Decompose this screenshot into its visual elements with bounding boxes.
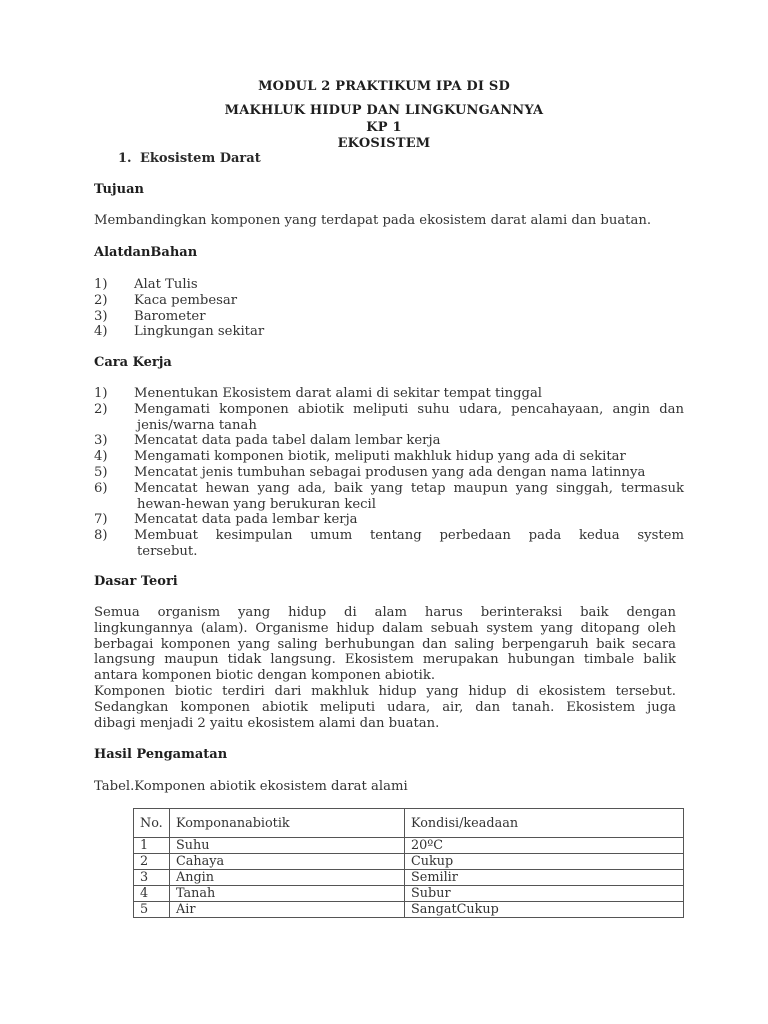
table-cell: 20ºC: [405, 838, 684, 854]
list-item: 2) Kaca pembesar: [94, 292, 238, 308]
module-title: MODUL 2 PRAKTIKUM IPA DI SD: [258, 79, 510, 94]
list-item-continuation: jenis/warna tanah: [137, 417, 257, 433]
table-row: [134, 854, 684, 870]
table-header-row: [134, 809, 684, 838]
kp-label: KP 1: [366, 120, 402, 135]
list-item: 3) Barometer: [94, 308, 206, 324]
table-cell: Cahaya: [170, 854, 405, 870]
table-cell: Suhu: [170, 838, 405, 854]
text-line: dibagi menjadi 2 yaitu ekosistem alami dan buatan.: [94, 715, 440, 731]
text-line: langsung maupun tidak langsung. Ekosistem merupakan hubungan timbale balik: [94, 652, 676, 668]
table-cell: Semilir: [405, 870, 684, 886]
column-header: Komponanabiotik: [170, 809, 405, 838]
text-line: berbagai komponen yang saling berhubungan dan saling berpengaruh baik secara: [94, 636, 676, 652]
teori-heading: Dasar Teori: [94, 574, 178, 589]
text-line: Semua organism yang hidup di alam harus berinteraksi baik dengan: [94, 605, 676, 620]
table-cell: Tanah: [170, 886, 405, 902]
list-item: 7) Mencatat data pada lembar kerja: [94, 512, 358, 528]
table-cell: 1: [134, 838, 170, 854]
table-row: [134, 838, 684, 854]
list-item: 8) Membuat kesimpulan umum tentang perbedaan pada kedua system: [94, 528, 684, 544]
table-caption: Tabel.Komponen abiotik ekosistem darat alami: [94, 779, 408, 794]
list-item: 1) Alat Tulis: [94, 277, 198, 292]
list-item: 4) Lingkungan sekitar: [94, 324, 265, 340]
list-item-continuation: tersebut.: [137, 543, 198, 559]
tujuan-heading: Tujuan: [94, 182, 144, 197]
table-row: [134, 870, 684, 886]
table-cell: Subur: [405, 886, 684, 902]
table-cell: 3: [134, 870, 170, 886]
list-item: 5) Mencatat jenis tumbuhan sebagai produsen yang ada dengan nama latinnya: [94, 464, 646, 480]
list-item-continuation: hewan-hewan yang berukuran kecil: [137, 496, 376, 512]
table-cell: 4: [134, 886, 170, 902]
text-line: antara komponen biotic dengan komponen abiotik.: [94, 668, 436, 684]
cara-list: [94, 386, 684, 560]
column-header: Kondisi/keadaan: [405, 809, 684, 838]
table-cell: Air: [170, 902, 405, 918]
column-header: No.: [134, 809, 170, 838]
text-line: Sedangkan komponen abiotik meliputi udara, air, dan tanah. Ekosistem juga: [94, 699, 676, 715]
list-item: 1) Menentukan Ekosistem darat alami di sekitar tempat tinggal: [94, 386, 543, 401]
abiotic-table: [133, 808, 684, 918]
hasil-heading: Hasil Pengamatan: [94, 747, 228, 762]
cara-heading: Cara Kerja: [94, 355, 172, 370]
module-subtitle: MAKHLUK HIDUP DAN LINGKUNGANNYA: [224, 103, 544, 118]
topic-title: EKOSISTEM: [337, 136, 431, 151]
table-cell: SangatCukup: [405, 902, 684, 918]
table-row: [134, 902, 684, 918]
table-cell: 5: [134, 902, 170, 918]
section-heading: [118, 151, 261, 166]
table-cell: Angin: [170, 870, 405, 886]
tujuan-text: Membandingkan komponen yang terdapat pada ekosistem darat alami dan buatan.: [94, 213, 652, 228]
alat-list: [94, 277, 684, 340]
list-item: 3) Mencatat data pada tabel dalam lembar kerja: [94, 433, 441, 449]
section-number: 1.: [118, 151, 132, 166]
list-item: 6) Mencatat hewan yang ada, baik yang tetap maupun yang singgah, termasuk: [94, 480, 684, 496]
section-title: Ekosistem Darat: [140, 151, 261, 166]
text-line: Komponen biotic terdiri dari makhluk hidup yang hidup di ekosistem tersebut.: [94, 683, 676, 699]
teori-paragraph: [94, 605, 676, 731]
table-cell: 2: [134, 854, 170, 870]
table-cell: Cukup: [405, 854, 684, 870]
list-item: 2) Mengamati komponen abiotik meliputi suhu udara, pencahayaan, angin dan: [94, 401, 684, 417]
list-item: 4) Mengamati komponen biotik, meliputi makhluk hidup yang ada di sekitar: [94, 449, 626, 465]
table-row: [134, 886, 684, 902]
text-line: lingkungannya (alam). Organisme hidup dalam sebuah system yang ditopang oleh: [94, 620, 676, 636]
alat-heading: AlatdanBahan: [94, 245, 198, 260]
